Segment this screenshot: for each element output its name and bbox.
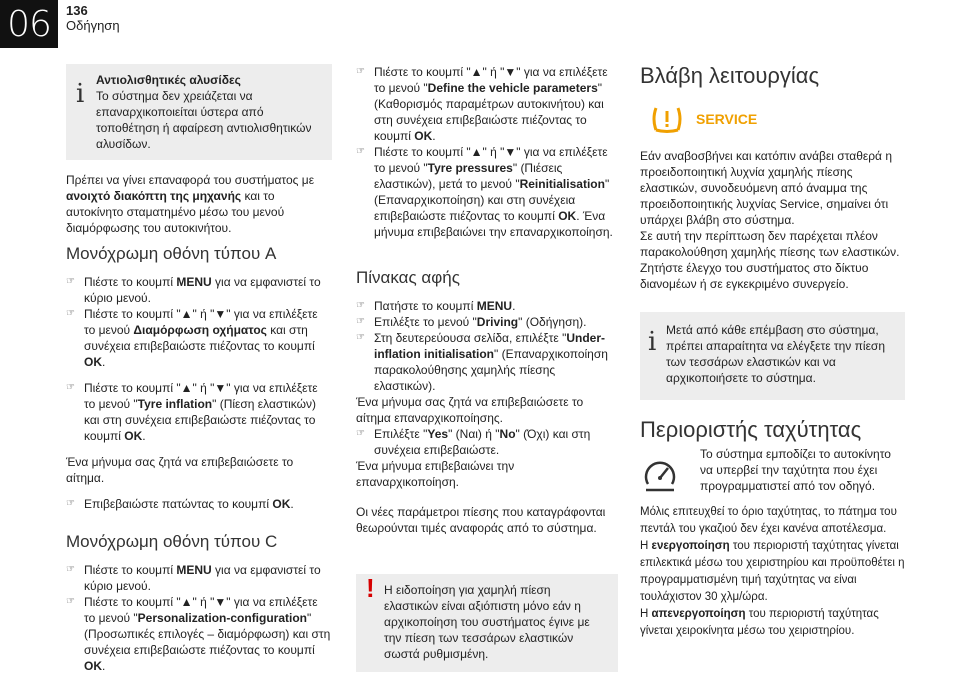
pointer-icon: ☞ — [66, 382, 75, 393]
confirm-message: Ένα μήνυμα σας ζητά να επιβεβαιώσετε το αίτημα. — [66, 455, 294, 485]
list-item: ☞ Πιέστε το κουμπί MENU για να εμφανιστεί το κύριο μενού. — [66, 275, 321, 305]
pointer-icon: ☞ — [356, 300, 365, 311]
list-item: ☞ Πιέστε το κουμπί "▲" ή "▼" για να επιλέξετε το μενού "Define the vehicle parameters" (Καθορισμός παραμέτρων αυτοκινήτου) και στη συνέχεια επιβεβαιώστε πιέζοντας το κουμπί OK. — [356, 65, 608, 143]
info-text: Μετά από κάθε επέμβαση στο σύστημα, πρέπει απαραίτητα να ελέγξετε την πίεση των τεσσάρων ελαστικών και να αρχικοποιήσετε το σύστημα. — [666, 323, 885, 385]
info-box-snow-chains — [66, 64, 332, 160]
heading-screen-c: Μονόχρωμη οθόνη τύπου C — [66, 532, 278, 551]
touch-confirm-message: Ένα μήνυμα σας ζητά να επιβεβαιώσετε το αίτημα επαναρχικοποίησης. — [356, 395, 584, 425]
list-item: ☞ Πιέστε το κουμπί MENU για να εμφανιστεί το κύριο μενού. — [66, 563, 321, 593]
column-1 — [66, 64, 332, 684]
list-item: ☞ Πιέστε το κουμπί "▲" ή "▼" για να επιλέξετε το μενού Διαμόρφωση οχήματος και στη συνέχεια επιβεβαιώστε πιέζοντας το κουμπί OK. — [66, 307, 318, 369]
pointer-icon: ☞ — [356, 332, 365, 343]
warning-box — [356, 574, 618, 672]
heading-speed-limiter: Περιοριστής ταχύτητας — [640, 417, 862, 442]
pointer-icon: ☞ — [66, 276, 75, 287]
down-arrow-icon: ▼ — [504, 145, 517, 159]
pointer-icon: ☞ — [66, 564, 75, 575]
pointer-icon: ☞ — [66, 596, 75, 607]
touch-done-message: Ένα μήνυμα επιβεβαιώνει την επαναρχικοποίηση. — [356, 459, 515, 489]
speed-paragraph-2: Η ενεργοποίηση του περιοριστή ταχύτητας γίνεται επιλεκτικά μέσω του χειριστηρίου και προϋποθέτει η προγραμματισμένη τιμή ταχύτητας να είναι τουλάχιστον 30 χλμ/ώρα. — [640, 540, 905, 603]
list-item: ☞ Επιλέξτε το μενού "Driving" (Οδήγηση). — [356, 315, 587, 329]
down-arrow-icon: ▼ — [214, 307, 227, 321]
speed-limiter-intro — [640, 446, 905, 494]
pointer-icon: ☞ — [66, 498, 75, 509]
info-box-intervention — [640, 312, 905, 400]
list-item: ☞ Πατήστε το κουμπί MENU. — [356, 299, 516, 313]
speed-paragraph-1: Μόλις επιτευχθεί το όριο ταχύτητας, το πάτημα του πεντάλ του γκαζιού δεν έχει κανένα αποτέλεσμα. — [640, 506, 897, 535]
up-arrow-icon: ▲ — [180, 307, 193, 321]
list-item: ☞ Πιέστε το κουμπί "▲" ή "▼" για να επιλέξετε το μενού "Tyre pressures" (Πιέσεις ελαστικών), μετά το μενού "Reinitialisation" (Επαναρχικοποίηση) και στη συνέχεια επιβεβαιώστε πιέζοντας το κουμπί OK. Ένα μήνυμα επιβεβαιώνει την επαναρχικοποίηση. — [356, 145, 613, 239]
list-item: ☞ Πιέστε το κουμπί "▲" ή "▼" για να επιλέξετε το μενού "Tyre inflation" (Πίεση ελαστικών) και στη συνέχεια επιβεβαιώστε πιέζοντας το κουμπί OK. — [66, 381, 318, 443]
steps-screen-a — [66, 274, 332, 370]
steps-screen-a-2 — [66, 380, 332, 444]
info-title: Αντιολισθητικές αλυσίδες — [96, 73, 241, 87]
steps-touch-confirm — [356, 426, 618, 458]
speed-intro-text: Το σύστημα εμποδίζει το αυτοκίνητο να υπερβεί την ταχύτητα που έχει προγραμματιστεί από τον οδηγό. — [700, 447, 891, 493]
speed-limiter-icon — [642, 454, 678, 494]
down-arrow-icon: ▼ — [214, 381, 227, 395]
pointer-icon: ☞ — [356, 428, 365, 439]
steps-screen-c — [66, 562, 332, 674]
list-item: ☞ Επιλέξτε "Yes" (Ναι) ή "No" (Όχι) και στη συνέχεια επιβεβαιώστε. — [356, 427, 591, 457]
steps-touch-screen — [356, 298, 618, 394]
list-item: ☞ Πιέστε το κουμπί "▲" ή "▼" για να επιλέξετε το μενού "Personalization-configuration" (Προσωπικές επιλογές – διαμόρφωση) και στη συνέχεια επιβεβαιώστε πιέζοντας το κουμπί OK. — [66, 595, 331, 673]
down-arrow-icon: ▼ — [214, 595, 227, 609]
up-arrow-icon: ▲ — [180, 595, 193, 609]
pointer-icon: ☞ — [356, 146, 365, 157]
fault-text-1: Εάν αναβοσβήνει και κατόπιν ανάβει σταθερά η προειδοποιητική λυχνία χαμηλής πίεσης ελαστικών, συνοδευόμενη από άναμμα της προειδοποιητικής λυχνίας Service, σημαίνει ότι υπάρχει βλάβη στο σύστημα. — [640, 149, 892, 227]
list-item: ☞ Επιβεβαιώστε πατώντας το κουμπί OK. — [66, 497, 294, 511]
pointer-icon: ☞ — [356, 66, 365, 77]
column-2 — [356, 64, 618, 672]
warning-icon: ! — [366, 573, 375, 603]
new-params-paragraph: Οι νέες παράμετροι πίεσης που καταγράφονται θεωρούνται τιμές αναφοράς από το σύστημα. — [356, 505, 606, 535]
section-title: Οδήγηση — [66, 18, 120, 33]
warning-lamps — [650, 104, 905, 134]
service-label: SERVICE — [696, 111, 758, 127]
steps-confirm — [66, 496, 332, 512]
up-arrow-icon: ▲ — [470, 65, 483, 79]
info-text: Το σύστημα δεν χρειάζεται να επαναρχικοποιείται ύστερα από τοποθέτηση ή αφαίρεση αντιολισθητικών αλυσίδων. — [96, 89, 312, 151]
speed-paragraph-3: Η απενεργοποίηση του περιοριστή ταχύτητας γίνεται χειροκίνητα μέσω του χειριστηρίου. — [640, 608, 879, 637]
up-arrow-icon: ▲ — [470, 145, 483, 159]
up-arrow-icon: ▲ — [180, 381, 193, 395]
page-number: 136 — [66, 3, 88, 18]
down-arrow-icon: ▼ — [504, 65, 517, 79]
column-3 — [640, 64, 905, 640]
list-item: ☞ Στη δευτερεύουσα σελίδα, επιλέξτε "Under-inflation initialisation" (Επαναρχικοποίηση παρακολούθησης χαμηλής πίεσης ελαστικών). — [356, 331, 608, 393]
info-icon: i — [648, 327, 657, 357]
fault-text-3: Ζητήστε έλεγχο του συστήματος στο δίκτυο διανομέων ή σε εγκεκριμένο συνεργείο. — [640, 261, 869, 291]
chapter-number: 06 — [0, 0, 58, 48]
heading-malfunction: Βλάβη λειτουργίας — [640, 63, 820, 88]
warning-text: Η ειδοποίηση για χαμηλή πίεση ελαστικών είναι αξιόπιστη μόνο εάν η αρχικοποίηση του συστήματος έγινε με την πίεση των τεσσάρων ελαστικών σωστά ρυθμισμένη. — [384, 583, 590, 661]
intro-paragraph: Πρέπει να γίνει επαναφορά του συστήματος με ανοιχτό διακόπτη της μηχανής και το αυτοκίνητο σταματημένο μέσω του μενού διαμόρφωσης του αυτοκινήτου. — [66, 173, 315, 235]
steps-define-params — [356, 64, 618, 240]
heading-screen-a: Μονόχρωμη οθόνη τύπου A — [66, 244, 277, 263]
tyre-pressure-warning-icon — [650, 104, 684, 134]
pointer-icon: ☞ — [356, 316, 365, 327]
fault-text-2: Σε αυτή την περίπτωση δεν παρέχεται πλέον παρακολούθηση χαμηλής πίεσης των ελαστικών. — [640, 229, 900, 259]
pointer-icon: ☞ — [66, 308, 75, 319]
info-icon: i — [76, 79, 85, 109]
heading-touch-screen: Πίνακας αφής — [356, 268, 460, 287]
